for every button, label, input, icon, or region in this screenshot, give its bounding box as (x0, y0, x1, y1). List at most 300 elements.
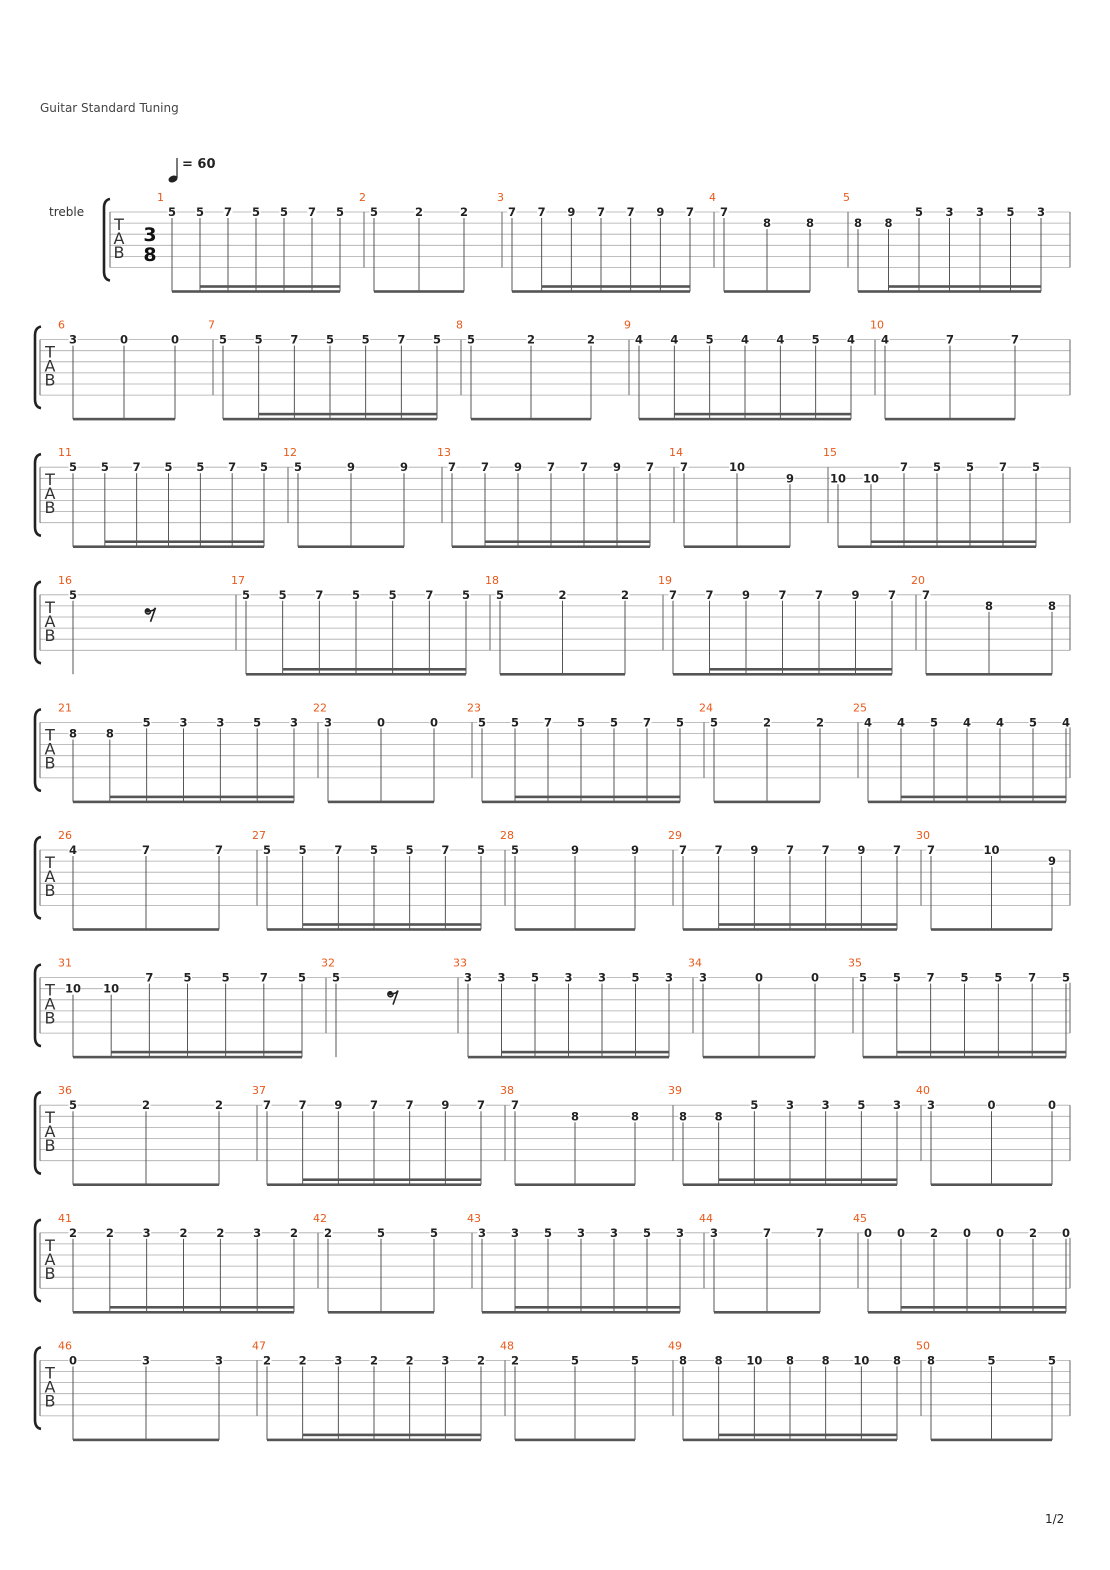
fret-number: 3 (253, 1225, 262, 1240)
fret-number: 2 (510, 1353, 520, 1368)
fret-number: 5 (1047, 1353, 1057, 1368)
measure (58, 1339, 224, 1441)
fret-number: 3 (323, 715, 333, 730)
fret-number: 2 (1028, 1225, 1038, 1240)
measure-number: 36 (58, 1084, 72, 1098)
beam (500, 673, 625, 676)
measure (709, 191, 815, 293)
fret-number: 8 (1047, 598, 1057, 613)
fret-number: 7 (405, 1098, 414, 1113)
beam (482, 801, 680, 804)
fret-number: 5 (68, 1098, 78, 1113)
beam (931, 1439, 1052, 1442)
measure-number: 8 (456, 318, 463, 332)
tab-clef-letter: A (44, 1122, 56, 1142)
measure-number: 26 (58, 829, 72, 842)
tab-clef-letter: B (113, 243, 125, 262)
fret-number: 7 (543, 715, 553, 730)
staff-system (35, 1084, 1070, 1186)
fret-number: 2 (414, 205, 424, 219)
tab-clef-letter: A (44, 611, 56, 631)
measure-number: 16 (58, 573, 72, 587)
tab-clef-letter: B (44, 625, 56, 645)
fret-number: 9 (785, 471, 795, 486)
fret-number: 5 (369, 843, 379, 857)
beam (714, 1311, 820, 1314)
fret-number: 3 (1036, 205, 1046, 219)
tab-clef-letter: T (45, 1363, 55, 1383)
fret-number: 7 (214, 843, 224, 857)
fret-number: 0 (863, 1225, 873, 1240)
fret-number: 7 (537, 205, 546, 219)
beam (724, 290, 810, 293)
fret-number: 10 (853, 1353, 870, 1368)
fret-number: 0 (995, 1225, 1005, 1240)
beam (200, 285, 340, 288)
fret-number: 8 (630, 1109, 640, 1124)
fret-number: 3 (497, 970, 506, 985)
measure (58, 1212, 299, 1314)
beam (283, 668, 466, 671)
fret-number: 7 (262, 1098, 272, 1113)
measure-number: 11 (58, 446, 72, 460)
fret-number: 5 (630, 1353, 640, 1368)
fret-number: 3 (142, 1225, 151, 1240)
measure-number: 15 (823, 446, 837, 460)
fret-number: 2 (105, 1225, 114, 1240)
measure-number: 28 (500, 829, 514, 842)
fret-number: 7 (441, 843, 450, 857)
measure-number: 34 (688, 956, 702, 970)
measure-number: 21 (58, 701, 72, 715)
fret-number: 9 (741, 587, 751, 602)
beam (515, 1439, 635, 1442)
fret-number: 2 (459, 205, 469, 219)
beam (901, 796, 1066, 799)
measure (870, 319, 1020, 421)
beam (683, 1183, 897, 1186)
fret-number: 2 (262, 1353, 272, 1368)
beam (303, 923, 481, 926)
fret-number: 9 (1047, 854, 1057, 869)
beam (868, 1311, 1066, 1314)
fret-number: 2 (289, 1225, 299, 1240)
fret-number: 2 (762, 715, 772, 730)
beam (105, 540, 264, 543)
beam (931, 928, 1052, 931)
fret-number: 5 (965, 460, 975, 475)
measure (58, 701, 299, 803)
fret-number: 3 (179, 715, 188, 730)
fret-number: 7 (507, 205, 517, 219)
measure (437, 446, 655, 548)
fret-number: 5 (331, 970, 341, 985)
fret-number: 0 (170, 332, 180, 347)
staff-system (35, 701, 1071, 803)
fret-number: 7 (141, 843, 151, 857)
fret-number: 5 (932, 460, 942, 475)
fret-number: 2 (405, 1353, 414, 1368)
measure-number: 24 (699, 701, 713, 715)
fret-number: 10 (64, 981, 82, 996)
fret-number: 7 (290, 332, 299, 347)
fret-number: 5 (183, 970, 192, 985)
measure (500, 1339, 640, 1441)
fret-number: 4 (846, 332, 856, 347)
beam (73, 1439, 219, 1442)
fret-number: 0 (119, 332, 129, 347)
fret-number: 2 (369, 1353, 379, 1368)
beam (683, 1439, 897, 1442)
beam (926, 673, 1052, 676)
staff-system (35, 446, 1070, 548)
fret-number: 7 (719, 205, 729, 219)
measure-number: 39 (668, 1084, 682, 1098)
measure (668, 829, 902, 931)
fret-number: 3 (675, 1225, 685, 1240)
fret-number: 8 (853, 216, 863, 231)
fret-number: 0 (987, 1098, 996, 1113)
fret-number: 5 (254, 332, 263, 347)
measure-number: 38 (500, 1084, 514, 1098)
fret-number: 7 (814, 587, 824, 602)
fret-number: 8 (821, 1353, 830, 1368)
beam (683, 928, 897, 931)
fret-number: 5 (241, 587, 251, 602)
beam (714, 801, 820, 804)
measure-number: 5 (843, 191, 850, 204)
fret-number: 9 (656, 205, 665, 219)
measure-number: 4 (709, 191, 716, 204)
fret-number: 3 (68, 332, 78, 347)
measure-number: 23 (467, 701, 481, 715)
fret-number: 7 (678, 843, 688, 857)
measure (853, 1212, 1071, 1314)
measure (467, 1212, 685, 1314)
beam (328, 1311, 434, 1314)
measure-number: 46 (58, 1339, 72, 1353)
fret-number: 5 (476, 843, 486, 857)
fret-number: 5 (253, 715, 262, 730)
fret-number: 5 (195, 205, 205, 219)
fret-number: 8 (884, 216, 893, 231)
fret-number: 9 (567, 205, 576, 219)
measure-number: 44 (699, 1211, 713, 1225)
fret-number: 5 (631, 970, 640, 985)
fret-number: 7 (892, 843, 902, 857)
beam (303, 1434, 481, 1437)
measure (668, 1339, 902, 1441)
fret-number: 7 (132, 460, 141, 475)
fret-number: 5 (361, 332, 370, 347)
beam (452, 545, 650, 548)
fret-number: 2 (929, 1225, 939, 1240)
measure (669, 446, 795, 548)
fret-number: 5 (914, 205, 924, 219)
fret-number: 5 (811, 332, 820, 347)
measure-number: 33 (453, 956, 467, 970)
tab-clef-letter: A (44, 1249, 56, 1269)
tab-clef-letter: B (44, 753, 56, 773)
tab-clef-letter: B (44, 881, 56, 900)
fret-number: 2 (558, 587, 567, 602)
fret-number: 5 (642, 1225, 652, 1240)
tab-clef-letter: A (44, 1377, 56, 1397)
fret-number: 5 (388, 587, 397, 602)
beam (172, 290, 340, 293)
fret-number: 7 (228, 460, 237, 475)
beam (259, 413, 437, 416)
fret-number: 3 (216, 715, 225, 730)
fret-number: 7 (425, 587, 434, 602)
fret-number: 2 (141, 1098, 151, 1113)
tab-clef-letter: T (45, 725, 55, 745)
fret-number: 5 (466, 332, 476, 347)
beam (901, 1306, 1066, 1309)
fret-number: 8 (714, 1109, 723, 1124)
fret-number: 2 (323, 1225, 333, 1240)
fret-number: 3 (141, 1353, 151, 1368)
beam (246, 673, 466, 676)
beam (838, 545, 1036, 548)
fret-number: 5 (857, 1098, 866, 1113)
fret-number: 0 (962, 1225, 972, 1240)
fret-number: 5 (477, 715, 487, 730)
measure-number: 29 (668, 829, 682, 842)
fret-number: 5 (251, 205, 261, 219)
measure (283, 446, 409, 548)
tab-clef-letter: B (44, 370, 56, 390)
measure-number: 31 (58, 956, 72, 970)
beam (863, 1056, 1066, 1059)
fret-number: 0 (1047, 1098, 1057, 1113)
fret-number: 5 (570, 1353, 580, 1368)
measure (208, 319, 442, 421)
fret-number: 7 (145, 970, 154, 985)
staff-system (35, 1212, 1071, 1314)
fret-number: 0 (68, 1353, 78, 1368)
fret-number: 8 (892, 1353, 902, 1368)
fret-number: 5 (142, 715, 151, 730)
fret-number: 5 (495, 587, 505, 602)
fret-number: 7 (315, 587, 324, 602)
staff-system (35, 574, 1070, 676)
staff-system (35, 319, 1070, 421)
system-brace (104, 199, 110, 281)
beam (502, 1051, 670, 1054)
fret-number: 2 (620, 587, 630, 602)
fret-number: 0 (429, 715, 439, 730)
fret-number: 5 (609, 715, 619, 730)
fret-number: 7 (645, 460, 655, 475)
tab-clef-letter: A (44, 994, 56, 1014)
measure (252, 1084, 486, 1186)
beam (111, 1051, 302, 1054)
measure-number: 19 (658, 573, 672, 587)
fret-number: 3 (698, 970, 708, 985)
fret-number: 5 (543, 1225, 553, 1240)
fret-number: 7 (945, 332, 955, 347)
fret-number: 8 (805, 216, 815, 231)
fret-number: 7 (476, 1098, 486, 1113)
measure-number: 49 (668, 1339, 682, 1353)
tab-clef-letter: T (45, 342, 55, 362)
fret-number: 7 (546, 460, 556, 475)
fret-number: 10 (862, 471, 880, 486)
fret-number: 2 (815, 715, 825, 730)
measure (916, 1339, 1057, 1441)
measure-number: 43 (467, 1211, 481, 1225)
staff-system (35, 1339, 1070, 1441)
beam (374, 290, 464, 293)
fret-number: 7 (998, 460, 1008, 475)
measure (252, 1339, 486, 1441)
fret-number: 8 (762, 216, 772, 231)
tab-clef-letter: B (44, 498, 56, 518)
fret-number: 3 (945, 205, 954, 219)
beam (684, 545, 790, 548)
measure-number: 17 (231, 573, 245, 587)
fret-number: 3 (821, 1098, 830, 1113)
measure-number: 20 (911, 573, 925, 587)
beam (303, 1178, 481, 1181)
tab-clef-letter: T (45, 1108, 55, 1128)
beam (328, 801, 434, 804)
tab-clef-letter: T (45, 980, 55, 1000)
fret-number: 7 (785, 843, 795, 857)
fret-number: 7 (685, 205, 695, 219)
measure (916, 829, 1057, 931)
fret-number: 5 (279, 205, 289, 219)
measure (624, 319, 856, 421)
fret-number: 8 (570, 1109, 580, 1124)
fret-number: 7 (334, 843, 343, 857)
measure-number: 18 (485, 573, 499, 587)
fret-number: 10 (983, 843, 1000, 857)
fret-number: 10 (728, 460, 746, 475)
fret-number: 5 (892, 970, 901, 985)
measure (359, 191, 469, 293)
measure (231, 574, 471, 676)
fret-number: 5 (164, 460, 173, 475)
measure-number: 10 (870, 318, 884, 332)
fret-number: 3 (785, 1098, 795, 1113)
fret-number: 5 (675, 715, 685, 730)
fret-number: 8 (68, 726, 78, 741)
fret-number: 7 (926, 843, 936, 857)
measure (500, 1084, 640, 1186)
tab-clef-letter: A (44, 739, 56, 759)
eighth-rest-dot (388, 991, 392, 995)
fret-number: 3 (709, 1225, 719, 1240)
fret-number: 7 (642, 715, 652, 730)
measure (497, 191, 695, 293)
fret-number: 4 (962, 715, 972, 730)
measure (58, 319, 180, 421)
beam (110, 796, 294, 799)
measure (911, 574, 1057, 676)
fret-number: 5 (1028, 715, 1038, 730)
measure-number: 22 (313, 701, 327, 715)
fret-number: 7 (778, 587, 787, 602)
beam (267, 1439, 481, 1442)
measure-number: 25 (853, 701, 867, 715)
measure (485, 574, 630, 676)
fret-number: 4 (740, 332, 750, 347)
fret-number: 2 (179, 1225, 188, 1240)
fret-number: 10 (829, 471, 847, 486)
beam (110, 1306, 294, 1309)
fret-number: 5 (987, 1353, 996, 1368)
fret-number: 9 (346, 460, 356, 475)
fret-number: 9 (750, 843, 759, 857)
fret-number: 5 (530, 970, 540, 985)
beam (515, 928, 635, 931)
fret-number: 5 (929, 715, 939, 730)
fret-number: 7 (815, 1225, 825, 1240)
fret-number: 2 (214, 1098, 224, 1113)
fret-number: 3 (477, 1225, 487, 1240)
beam (73, 418, 175, 421)
measure (252, 829, 486, 931)
measure-number: 7 (208, 318, 215, 332)
measure (848, 957, 1071, 1059)
beam (719, 1178, 897, 1181)
tempo-value: = 60 (182, 157, 216, 172)
fret-number: 5 (1006, 205, 1015, 219)
fret-number: 9 (334, 1098, 343, 1113)
fret-number: 3 (576, 1225, 586, 1240)
beam (267, 928, 481, 931)
fret-number: 7 (223, 205, 233, 219)
tab-clef-letter: A (44, 867, 56, 886)
fret-number: 7 (510, 1098, 520, 1113)
fret-number: 3 (609, 1225, 619, 1240)
beam (468, 1056, 669, 1059)
fret-number: 4 (863, 715, 873, 730)
measure-number: 1 (157, 191, 164, 204)
measure (500, 829, 640, 931)
fret-number: 7 (921, 587, 931, 602)
measure-number: 27 (252, 829, 266, 842)
fret-number: 4 (776, 332, 785, 347)
measure-number: 3 (497, 191, 504, 204)
fret-number: 8 (785, 1353, 795, 1368)
measure-number: 47 (252, 1339, 266, 1353)
fret-number: 2 (586, 332, 596, 347)
fret-number: 5 (576, 715, 586, 730)
fret-number: 7 (626, 205, 635, 219)
fret-number: 7 (307, 205, 317, 219)
measure-number: 6 (58, 318, 65, 332)
fret-number: 3 (289, 715, 299, 730)
measure (916, 1084, 1057, 1186)
fret-number: 4 (68, 843, 78, 857)
fret-number: 7 (596, 205, 606, 219)
fret-number: 5 (705, 332, 714, 347)
fret-number: 4 (896, 715, 906, 730)
fret-number: 5 (461, 587, 471, 602)
tab-clef-letter: T (45, 470, 55, 490)
fret-number: 5 (262, 843, 272, 857)
staff-system (35, 957, 1071, 1059)
fret-number: 5 (297, 970, 307, 985)
fret-number: 5 (325, 332, 335, 347)
measure (313, 701, 439, 803)
beam (719, 923, 897, 926)
fret-number: 5 (376, 1225, 386, 1240)
tab-clef-letter: T (45, 853, 55, 872)
